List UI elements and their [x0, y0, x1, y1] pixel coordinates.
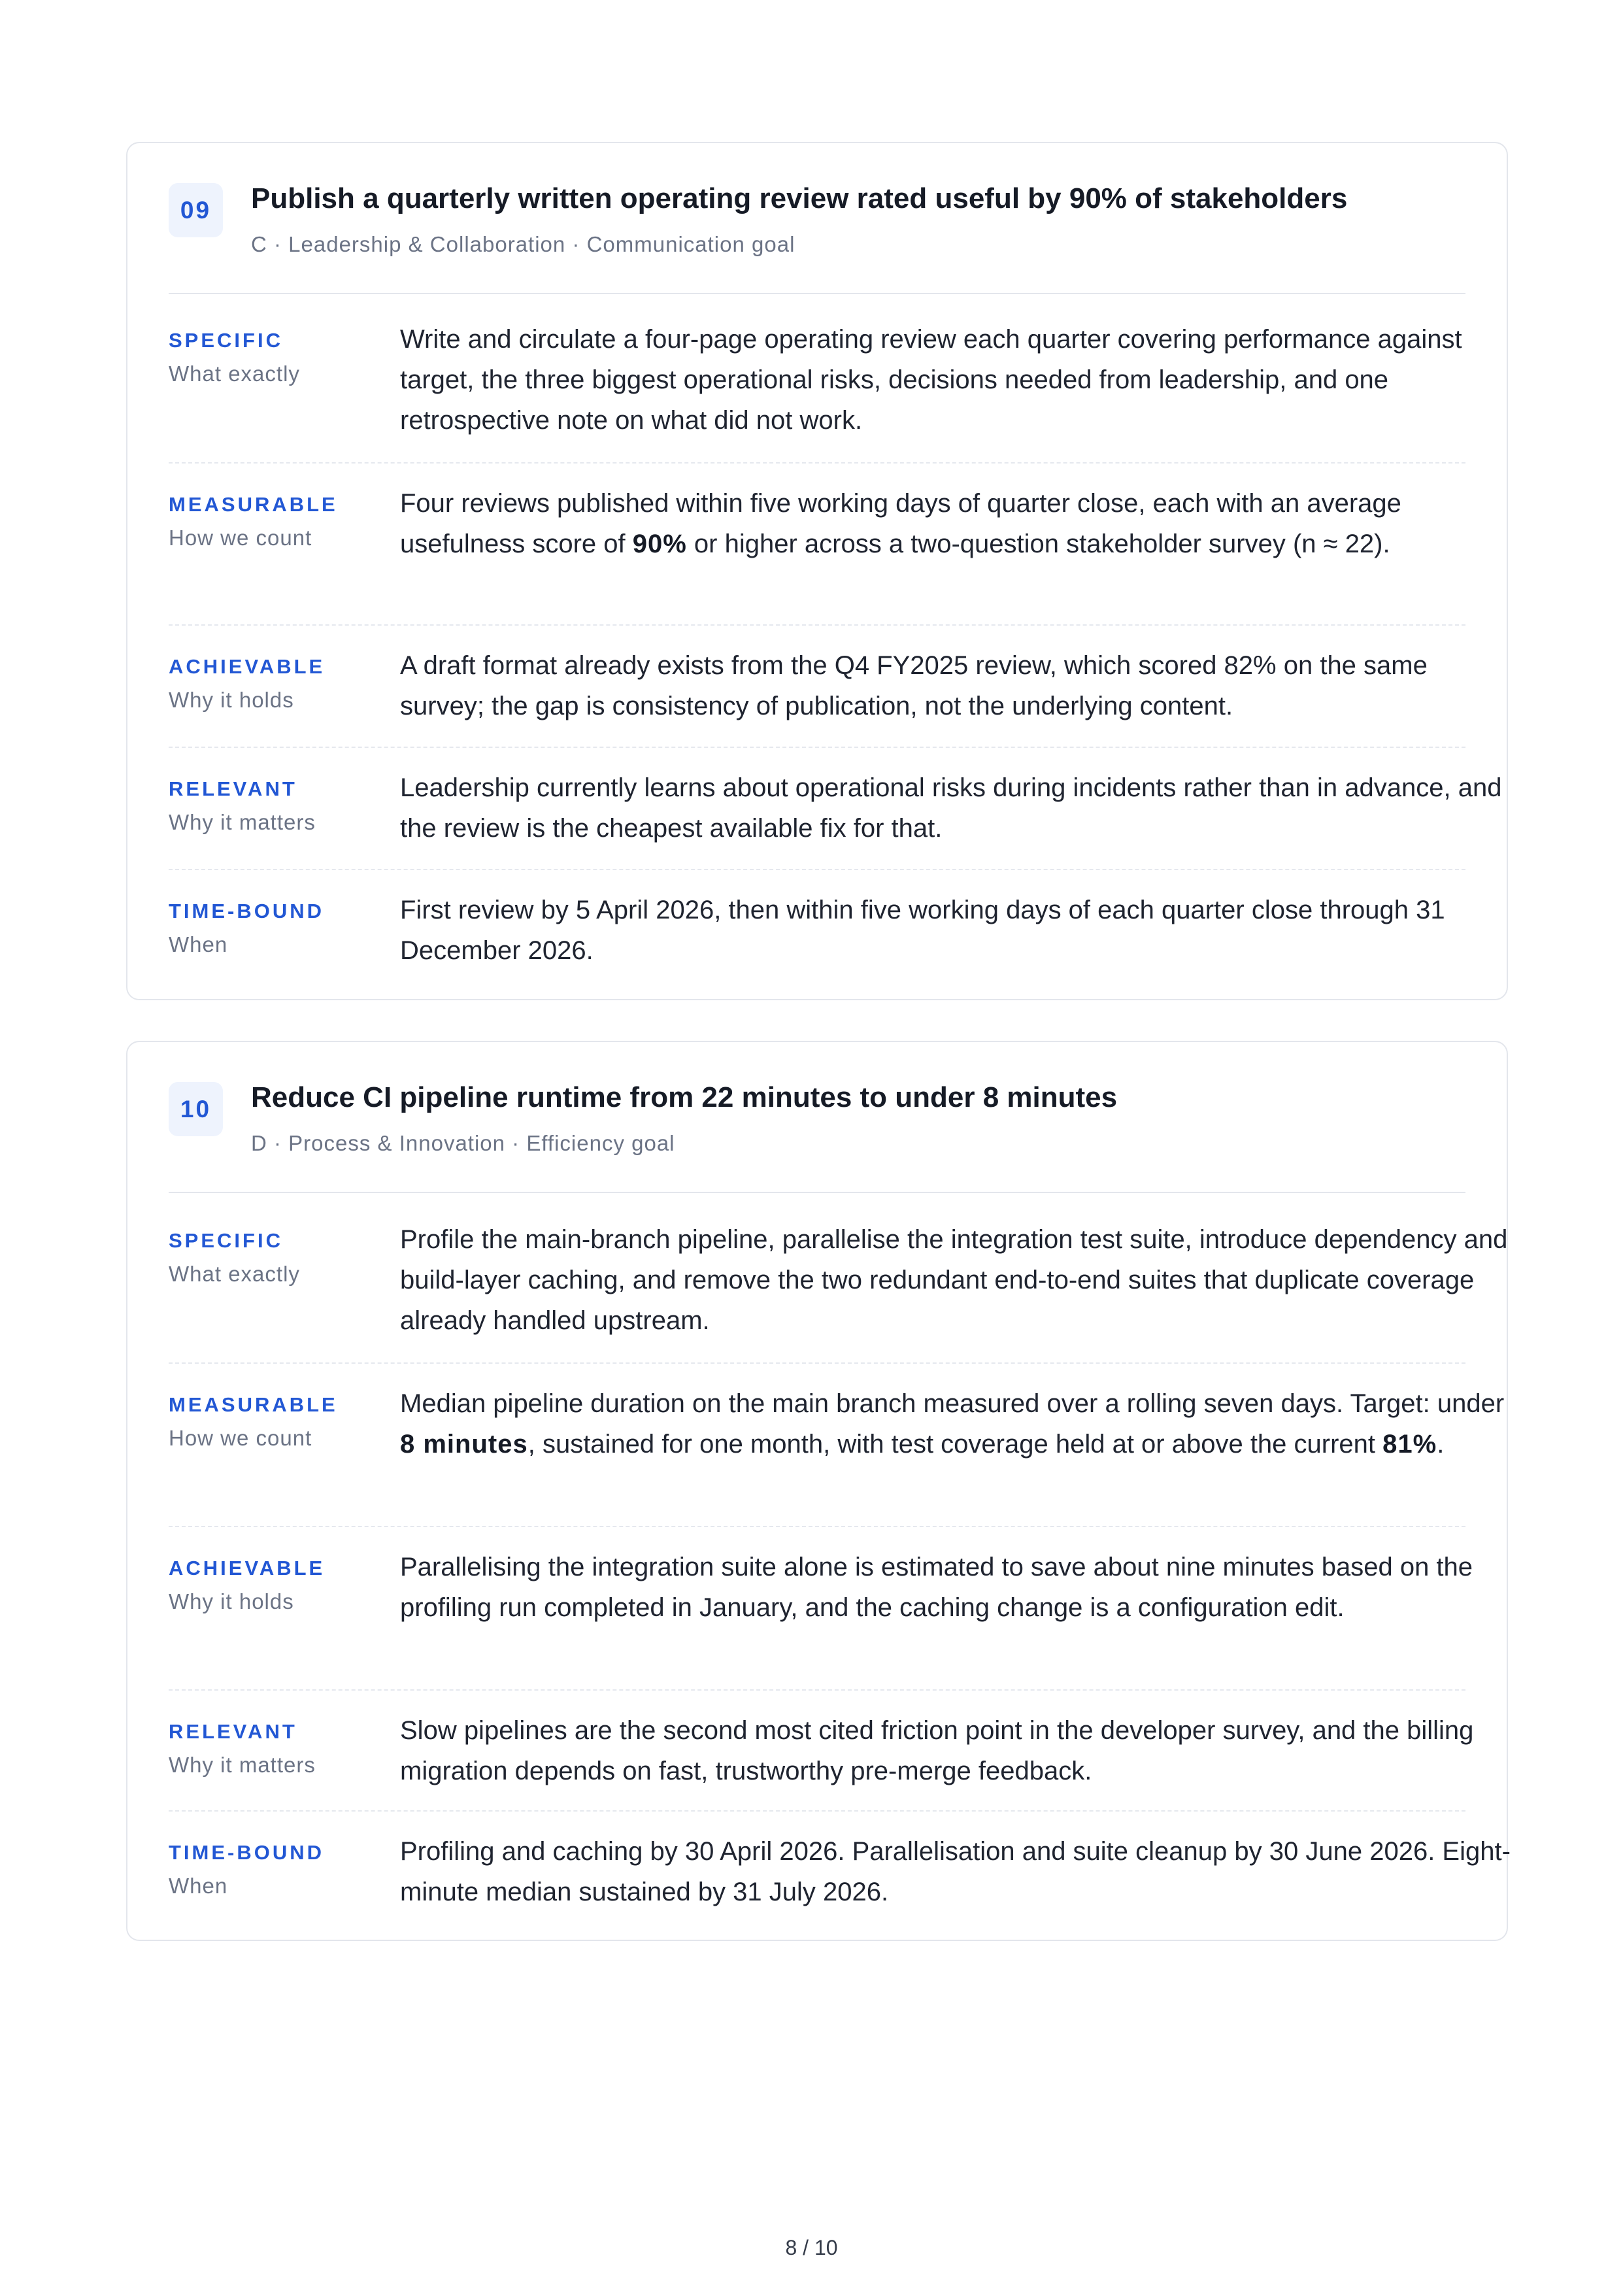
criterion-label: TIME-BOUND	[169, 1841, 325, 1864]
goal-header	[169, 143, 1465, 294]
criterion-text: Write and circulate a four-page operating review each quarter covering performance against target, the three biggest operational risks, decisions needed from leadership, and one retrospective note on what did not work.	[400, 325, 1462, 435]
criterion-label: ACHIEVABLE	[169, 1557, 326, 1579]
goal-meta: D · Process & Innovation · Efficiency goal	[251, 1131, 675, 1155]
criterion-sublabel: When	[169, 1874, 228, 1898]
criterion-sublabel: Why it matters	[169, 1753, 316, 1777]
criterion-relevant	[169, 748, 1502, 870]
criterion-achievable	[169, 626, 1465, 748]
criterion-relevant	[169, 1691, 1474, 1812]
goal-meta: C · Leadership & Collaboration · Communication goal	[251, 232, 795, 256]
criterion-specific	[169, 1193, 1508, 1364]
criterion-label: TIME-BOUND	[169, 900, 325, 922]
goal-number-badge: 09	[169, 183, 223, 237]
criterion-text: Four reviews published within five working days of quarter close, each with an average usefulness score of 90% or higher across a two-question stakeholder survey (n ≈ 22).	[400, 489, 1401, 558]
criterion-sublabel: Why it matters	[169, 810, 316, 834]
criterion-sublabel: How we count	[169, 526, 312, 550]
criterion-text: Profile the main-branch pipeline, parallelise the integration test suite, introduce dependency and build-layer caching, and remove the two redundant end-to-end suites that duplicate coverage already handled upstream.	[400, 1225, 1508, 1335]
criterion-text: First review by 5 April 2026, then within five working days of each quarter close through 31 December 2026.	[400, 896, 1445, 965]
criterion-sublabel: Why it holds	[169, 688, 294, 712]
highlight-value: 8 minutes	[400, 1430, 528, 1459]
criterion-measurable	[169, 1364, 1505, 1527]
criterion-text: A draft format already exists from the Q4 FY2025 review, which scored 82% on the same survey; the gap is consistency of publication, not the underlying content.	[400, 651, 1428, 720]
criterion-label: MEASURABLE	[169, 493, 338, 516]
criterion-label: RELEVANT	[169, 1720, 297, 1743]
goal-title: Reduce CI pipeline runtime from 22 minutes to under 8 minutes	[251, 1081, 1118, 1113]
criterion-achievable	[169, 1527, 1473, 1691]
criterion-text: Profiling and caching by 30 April 2026. Parallelisation and suite cleanup by 30 June 2026. Eight-minute median sustained by 31 July 2026.	[400, 1837, 1511, 1906]
criterion-text: Parallelising the integration suite alone is estimated to save about nine minutes based on the profiling run completed in January, and the caching change is a configuration edit.	[400, 1553, 1473, 1622]
criterion-text: Leadership currently learns about operational risks during incidents rather than in advance, and the review is the cheapest available fix for that.	[400, 773, 1502, 843]
criterion-label: RELEVANT	[169, 777, 297, 800]
criterion-measurable	[169, 464, 1465, 626]
criterion-time-bound	[169, 870, 1465, 1004]
criterion-text: Slow pipelines are the second most cited friction point in the developer survey, and the billing migration depends on fast, trustworthy pre-merge feedback.	[400, 1716, 1474, 1785]
criterion-label: SPECIFIC	[169, 1229, 283, 1252]
criterion-sublabel: When	[169, 932, 228, 956]
criterion-label: SPECIFIC	[169, 329, 283, 352]
criterion-sublabel: How we count	[169, 1426, 312, 1450]
criterion-time-bound	[169, 1812, 1511, 1946]
goal-title: Publish a quarterly written operating review rated useful by 90% of stakeholders	[251, 182, 1348, 214]
criterion-label: ACHIEVABLE	[169, 655, 326, 678]
page-number: 8 / 10	[785, 2236, 838, 2259]
goal-header	[169, 1042, 1465, 1193]
highlight-value: 90%	[632, 530, 687, 558]
criterion-sublabel: What exactly	[169, 1262, 300, 1286]
goal-card-10	[126, 1041, 1511, 1941]
criterion-specific	[169, 294, 1465, 464]
goal-card-09	[126, 142, 1508, 1000]
criterion-sublabel: What exactly	[169, 362, 300, 386]
criterion-label: MEASURABLE	[169, 1393, 338, 1416]
highlight-value: 81%	[1382, 1430, 1437, 1459]
goal-number-badge: 10	[169, 1082, 223, 1136]
criterion-sublabel: Why it holds	[169, 1589, 294, 1613]
criterion-text: Median pipeline duration on the main branch measured over a rolling seven days. Target: under 8 minutes, sustained for one month, with test coverage held at or above the current 81%.	[400, 1389, 1505, 1459]
